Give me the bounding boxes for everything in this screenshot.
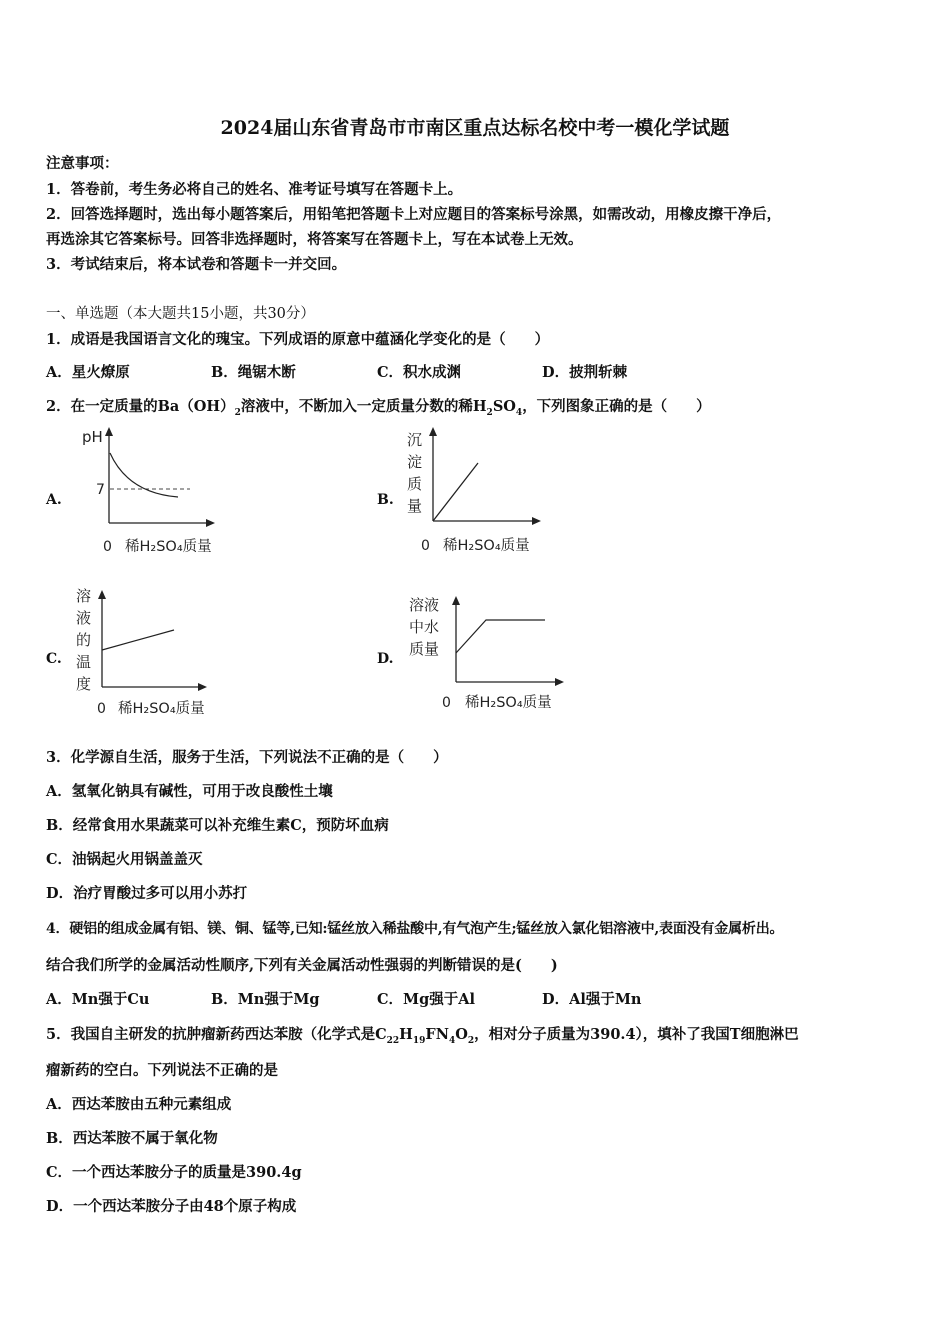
q5-option-b: B．西达苯胺不属于氧化物 (46, 1130, 218, 1147)
q1-option-a: A．星火燎原 (46, 364, 130, 381)
graph-b (400, 425, 560, 560)
question-1-stem: 1．成语是我国语言文化的瑰宝。下列成语的原意中蕴涵化学变化的是（ ） (46, 331, 550, 348)
page-title: 2024届山东省青岛市市南区重点达标名校中考一模化学试题 (220, 117, 730, 139)
origin-label: 0 (442, 695, 451, 711)
ph-curve (110, 453, 178, 497)
x-label: 稀H₂SO₄质量 (443, 538, 530, 554)
x-arrow (532, 517, 541, 525)
y-label: 的 (76, 631, 92, 649)
y-label: 淀 (407, 453, 423, 471)
graph-c (70, 582, 230, 722)
y-arrow (105, 427, 113, 436)
question-4-stem: 4．硬铝的组成金属有铝、镁、铜、锰等,已知:锰丝放入稀盐酸中,有气泡产生;锰丝放入氯化铝溶液中,表面没有金属析出。 (46, 921, 784, 937)
q3-option-a: A．氢氧化钠具有碱性，可用于改良酸性土壤 (46, 783, 333, 800)
y-label: 液 (76, 609, 92, 627)
question-5-stem: 5．我国自主研发的抗肿瘤新药西达苯胺（化学式是$C_{22}H_{19}FN_4O_2$，相对分子质量为390.4），填补了我国T细胞淋巴 (46, 1026, 799, 1046)
graph-b-label: B. (377, 492, 394, 508)
notice-item: 1．答卷前，考生务必将自己的姓名、准考证号填写在答题卡上。 (46, 181, 463, 198)
notice-item: 再选涂其它答案标号。回答非选择题时，将答案写在答题卡上，写在本试卷上无效。 (46, 231, 583, 248)
graph-a (70, 425, 230, 560)
question-5-stem-cont: 瘤新药的空白。下列说法不正确的是 (46, 1062, 278, 1079)
y-label: 度 (76, 675, 92, 693)
precipitate-line (433, 463, 478, 521)
y-label: 量 (407, 497, 423, 515)
q5-option-c: C．一个西达苯胺分子的质量是390.4g (46, 1164, 302, 1181)
x-label: 稀H₂SO₄质量 (125, 539, 212, 555)
q3-option-c: C．油锅起火用锅盖盖灭 (46, 851, 203, 868)
notice-item: 3．考试结束后，将本试卷和答题卡一并交回。 (46, 256, 347, 273)
q5-option-a: A．西达苯胺由五种元素组成 (46, 1096, 232, 1113)
y-label: 中水 (409, 618, 440, 636)
y-label: 质量 (409, 640, 440, 658)
origin-label: 0 (97, 701, 106, 717)
y-label: 溶液 (409, 596, 440, 614)
origin-label: 0 (103, 539, 112, 555)
x-arrow (198, 683, 207, 691)
x-label: 稀H₂SO₄质量 (118, 701, 205, 717)
y-label: pH (82, 428, 103, 446)
q4-option-c: C．Mg强于Al (377, 991, 475, 1008)
notice-item: 2．回答选择题时，选出每小题答案后，用铅笔把答题卡上对应题目的答案标号涂黑，如需改动，用橡皮擦干净后， (46, 206, 782, 223)
q1-option-b: B．绳锯木断 (211, 364, 296, 381)
notice-heading: 注意事项： (46, 155, 119, 172)
ref-label: 7 (96, 482, 105, 498)
question-3-stem: 3．化学源自生活，服务于生活，下列说法不正确的是（ ） (46, 749, 448, 766)
q5-option-d: D．一个西达苯胺分子由48个原子构成 (46, 1198, 297, 1215)
q4-option-a: A．Mn强于Cu (46, 991, 150, 1008)
y-arrow (452, 596, 460, 605)
y-label: 温 (76, 653, 92, 671)
y-label: 溶 (76, 587, 92, 605)
q4-option-b: B．Mn强于Mg (211, 991, 320, 1008)
graph-a-label: A. (46, 492, 62, 508)
q3-option-d: D．治疗胃酸过多可以用小苏打 (46, 885, 248, 902)
y-arrow (429, 427, 437, 436)
y-label: 沉 (407, 431, 423, 449)
graph-d (405, 590, 575, 720)
y-label: 质 (407, 475, 423, 493)
water-mass-line (456, 620, 545, 653)
x-label: 稀H₂SO₄质量 (465, 695, 552, 711)
q4-option-d: D．Al强于Mn (542, 991, 642, 1008)
temperature-line (102, 630, 174, 650)
x-arrow (555, 678, 564, 686)
question-4-stem-cont: 结合我们所学的金属活动性顺序,下列有关金属活动性强弱的判断错误的是( ) (46, 957, 558, 974)
question-2-stem: 2．在一定质量的$Ba(OH)_2$溶液中，不断加入一定质量分数的稀$H_2SO_4$，下列图象正确的是（ ） (46, 398, 711, 418)
section-heading: 一、单选题（本大题共15小题，共30分） (46, 306, 315, 322)
q3-option-b: B．经常食用水果蔬菜可以补充维生素C，预防坏血病 (46, 817, 389, 834)
q1-option-c: C．积水成渊 (377, 364, 462, 381)
origin-label: 0 (421, 538, 430, 554)
q1-option-d: D．披荆斩棘 (542, 364, 628, 381)
y-arrow (98, 590, 106, 599)
graph-c-label: C. (46, 651, 62, 667)
x-arrow (206, 519, 215, 527)
graph-d-label: D. (377, 651, 394, 667)
